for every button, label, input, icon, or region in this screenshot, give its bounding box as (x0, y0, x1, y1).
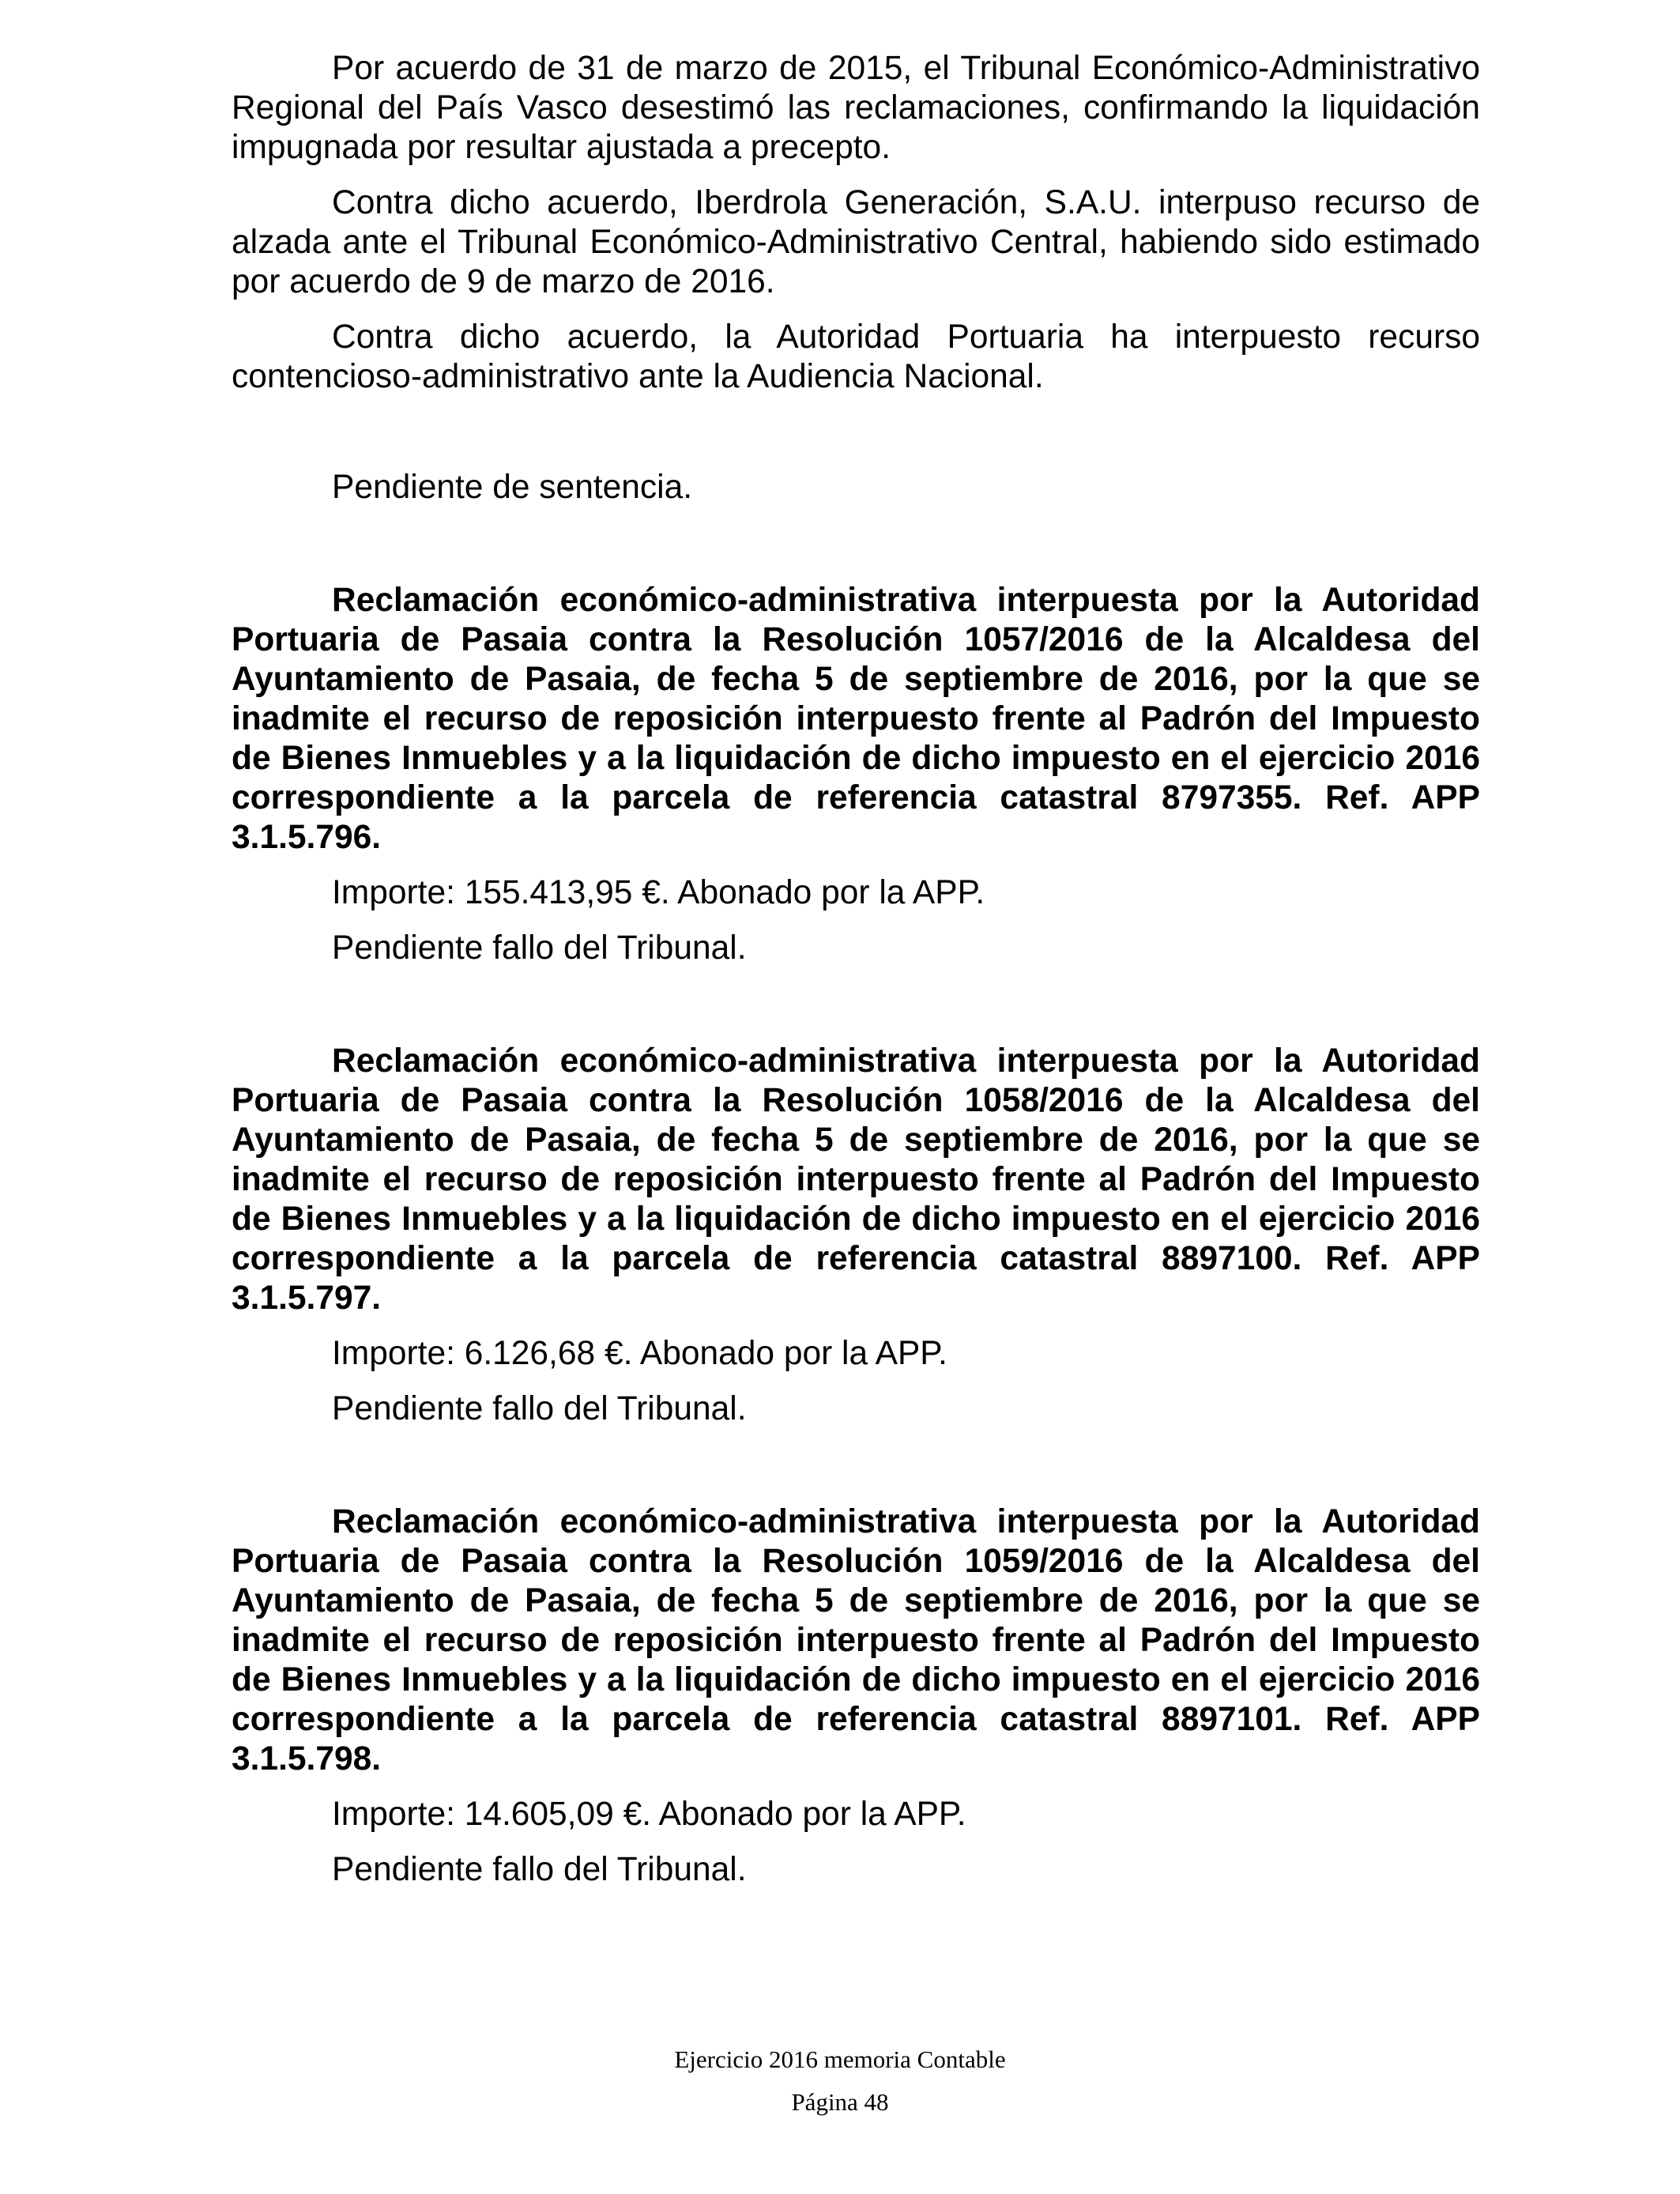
paragraph-alzada-appeal: Contra dicho acuerdo, Iberdrola Generación, S.A.U. interpuso recurso de alzada ante el Tribunal Económico-Administrativo Central, habiendo sido estimado por acuerdo de 9 de marzo de 2016. (232, 184, 1480, 300)
pending-sentence-status: Pendiente de sentencia. (332, 469, 693, 506)
claim-amount: Importe: 14.605,09 €. Abonado por la APP. (332, 1796, 966, 1833)
claim-status: Pendiente fallo del Tribunal. (332, 1851, 747, 1888)
claim-heading: Reclamación económico-administrativa interpuesta por la Autoridad Portuaria de Pasaia contra la Resolución 1057/2016 de la Alcaldesa del Ayuntamiento de Pasaia, de fecha 5 de septiembre de 2016, por la que se inadmite el recurso de reposición interpuesto frente al Padrón del Impuesto de Bienes Inmuebles y a la liquidación de dicho impuesto en el ejercicio 2016 correspondiente a la parcela de referencia catastral 8797355. Ref. APP 3.1.5.796. (232, 582, 1480, 856)
claim-heading: Reclamación económico-administrativa interpuesta por la Autoridad Portuaria de Pasaia contra la Resolución 1059/2016 de la Alcaldesa del Ayuntamiento de Pasaia, de fecha 5 de septiembre de 2016, por la que se inadmite el recurso de reposición interpuesto frente al Padrón del Impuesto de Bienes Inmuebles y a la liquidación de dicho impuesto en el ejercicio 2016 correspondiente a la parcela de referencia catastral 8897101. Ref. APP 3.1.5.798. (232, 1503, 1480, 1777)
claim-heading: Reclamación económico-administrativa interpuesta por la Autoridad Portuaria de Pasaia contra la Resolución 1058/2016 de la Alcaldesa del Ayuntamiento de Pasaia, de fecha 5 de septiembre de 2016, por la que se inadmite el recurso de reposición interpuesto frente al Padrón del Impuesto de Bienes Inmuebles y a la liquidación de dicho impuesto en el ejercicio 2016 correspondiente a la parcela de referencia catastral 8897100. Ref. APP 3.1.5.797. (232, 1042, 1480, 1317)
document-body (232, 49, 1480, 1890)
claim-section (232, 581, 1480, 968)
paragraph-contencioso-appeal: Contra dicho acuerdo, la Autoridad Portuaria ha interpuesto recurso contencioso-administrativo ante la Audiencia Nacional. (232, 319, 1480, 395)
footer-title: Ejercicio 2016 memoria Contable (674, 2045, 1006, 2073)
claim-status: Pendiente fallo del Tribunal. (332, 1390, 747, 1427)
claim-amount: Importe: 6.126,68 €. Abonado por la APP. (332, 1335, 947, 1372)
paragraph-teara-resolution: Por acuerdo de 31 de marzo de 2015, el Tribunal Económico-Administrativo Regional del País Vasco desestimó las reclamaciones, confirmando la liquidación impugnada por resultar ajustada a precepto. (232, 50, 1480, 166)
claim-section (232, 1042, 1480, 1429)
claim-section (232, 1502, 1480, 1890)
claim-status: Pendiente fallo del Tribunal. (332, 929, 747, 967)
claim-amount: Importe: 155.413,95 €. Abonado por la APP. (332, 874, 985, 911)
page-number: Página 48 (791, 2088, 889, 2116)
